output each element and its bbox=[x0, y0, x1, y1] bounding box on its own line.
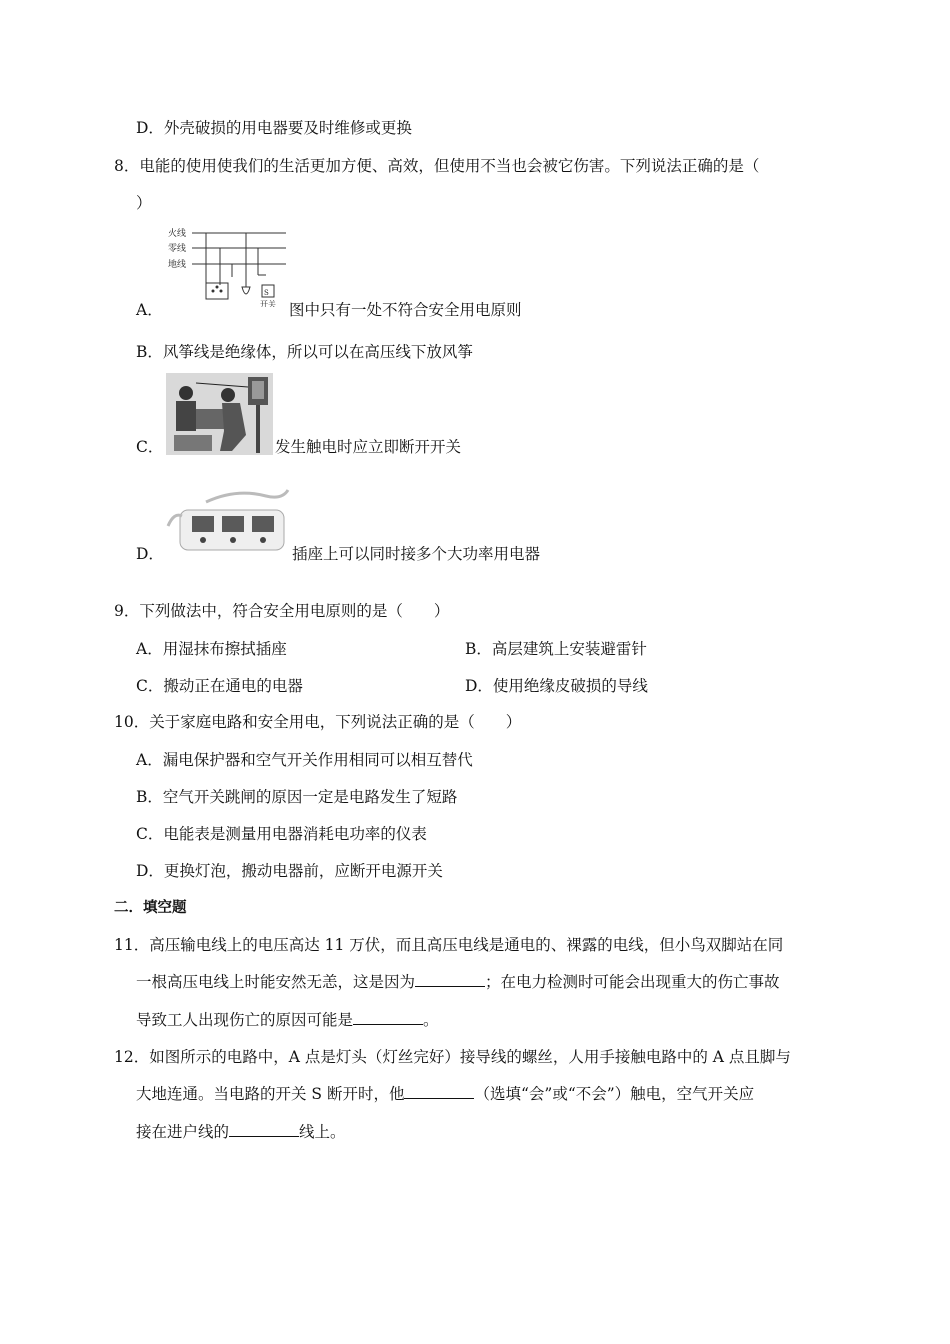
q9-option-a: A．用湿抹布擦拭插座 bbox=[136, 640, 287, 658]
q8-option-b: B．风筝线是绝缘体，所以可以在高压线下放风筝 bbox=[136, 343, 473, 361]
q12-line2-part1: 大地连通。当电路的开关 S 断开时，他 bbox=[136, 1085, 405, 1103]
q11-line1: 11．高压输电线上的电压高达 11 万伏，而且高压电线是通电的、裸露的电线，但小鸟双脚站在同 bbox=[114, 936, 784, 954]
q10-option-d: D．更换灯泡，搬动电器前，应断开电源开关 bbox=[136, 862, 443, 880]
ground-wire-label: 地线 bbox=[168, 260, 187, 270]
q12-line1: 12．如图所示的电路中，A 点是灯头（灯丝完好）接导线的螺丝，人用手接触电路中的 A 点且脚与 bbox=[114, 1048, 791, 1066]
q8-option-c-text: 发生触电时应立即断开开关 bbox=[275, 438, 462, 456]
q11-line2-part1: 一根高压电线上时能安然无恙，这是因为 bbox=[136, 973, 416, 991]
q8-option-a-letter: A． bbox=[136, 301, 163, 319]
q8-stem-line1: 8．电能的使用使我们的生活更加方便、高效，但使用不当也会被它伤害。下列说法正确的是（ bbox=[114, 157, 760, 175]
q11-line3-part1: 导致工人出现伤亡的原因可能是 bbox=[136, 1011, 354, 1029]
q10-option-a: A．漏电保护器和空气开关作用相同可以相互替代 bbox=[136, 751, 473, 769]
q11-line3-part2: 。 bbox=[423, 1011, 439, 1029]
section-heading: 二．填空题 bbox=[114, 900, 187, 916]
q9-option-c: C．搬动正在通电的电器 bbox=[136, 677, 303, 695]
q12-line2 bbox=[136, 1084, 754, 1104]
wiring-diagram-figure bbox=[166, 225, 288, 307]
q12-blank-1[interactable] bbox=[404, 1084, 474, 1099]
q10-option-c: C．电能表是测量用电器消耗电功率的仪表 bbox=[136, 825, 427, 843]
q12-line3 bbox=[136, 1122, 346, 1142]
q10-stem: 10．关于家庭电路和安全用电，下列说法正确的是（ ） bbox=[114, 713, 522, 731]
q12-line3-part1: 接在进户线的 bbox=[136, 1123, 230, 1141]
q9-option-d: D．使用绝缘皮破损的导线 bbox=[465, 677, 648, 695]
q8-option-d-letter: D． bbox=[136, 545, 164, 563]
q11-blank-2[interactable] bbox=[353, 1010, 423, 1025]
electric-shock-rescue-illustration bbox=[166, 373, 273, 455]
power-strip-illustration bbox=[166, 488, 291, 556]
q11-line3 bbox=[136, 1010, 439, 1030]
q8-stem-line2: ） bbox=[136, 194, 152, 212]
svg-text:S: S bbox=[264, 289, 269, 297]
q11-blank-1[interactable] bbox=[415, 972, 485, 987]
live-wire-label: 火线 bbox=[168, 229, 187, 239]
neutral-wire-label: 零线 bbox=[168, 244, 187, 254]
switch-label: 开关 bbox=[260, 300, 276, 307]
q11-line2-part2: ；在电力检测时可能会出现重大的伤亡事故 bbox=[485, 973, 780, 991]
q12-line2-part2: （选填“会”或“不会”）触电，空气开关应 bbox=[474, 1085, 755, 1103]
q9-option-b: B．高层建筑上安装避雷针 bbox=[465, 640, 647, 658]
q7-option-d: D．外壳破损的用电器要及时维修或更换 bbox=[136, 119, 412, 137]
q12-line3-part2: 线上。 bbox=[299, 1123, 346, 1141]
q12-blank-2[interactable] bbox=[229, 1122, 299, 1137]
q8-option-a-text: 图中只有一处不符合安全用电原则 bbox=[289, 301, 522, 319]
q8-option-c-letter: C． bbox=[136, 438, 164, 456]
q11-line2 bbox=[136, 972, 780, 992]
q8-option-d-text: 插座上可以同时接多个大功率用电器 bbox=[292, 545, 541, 563]
q10-option-b: B．空气开关跳闸的原因一定是电路发生了短路 bbox=[136, 788, 458, 806]
q9-stem: 9．下列做法中，符合安全用电原则的是（ ） bbox=[114, 602, 450, 620]
